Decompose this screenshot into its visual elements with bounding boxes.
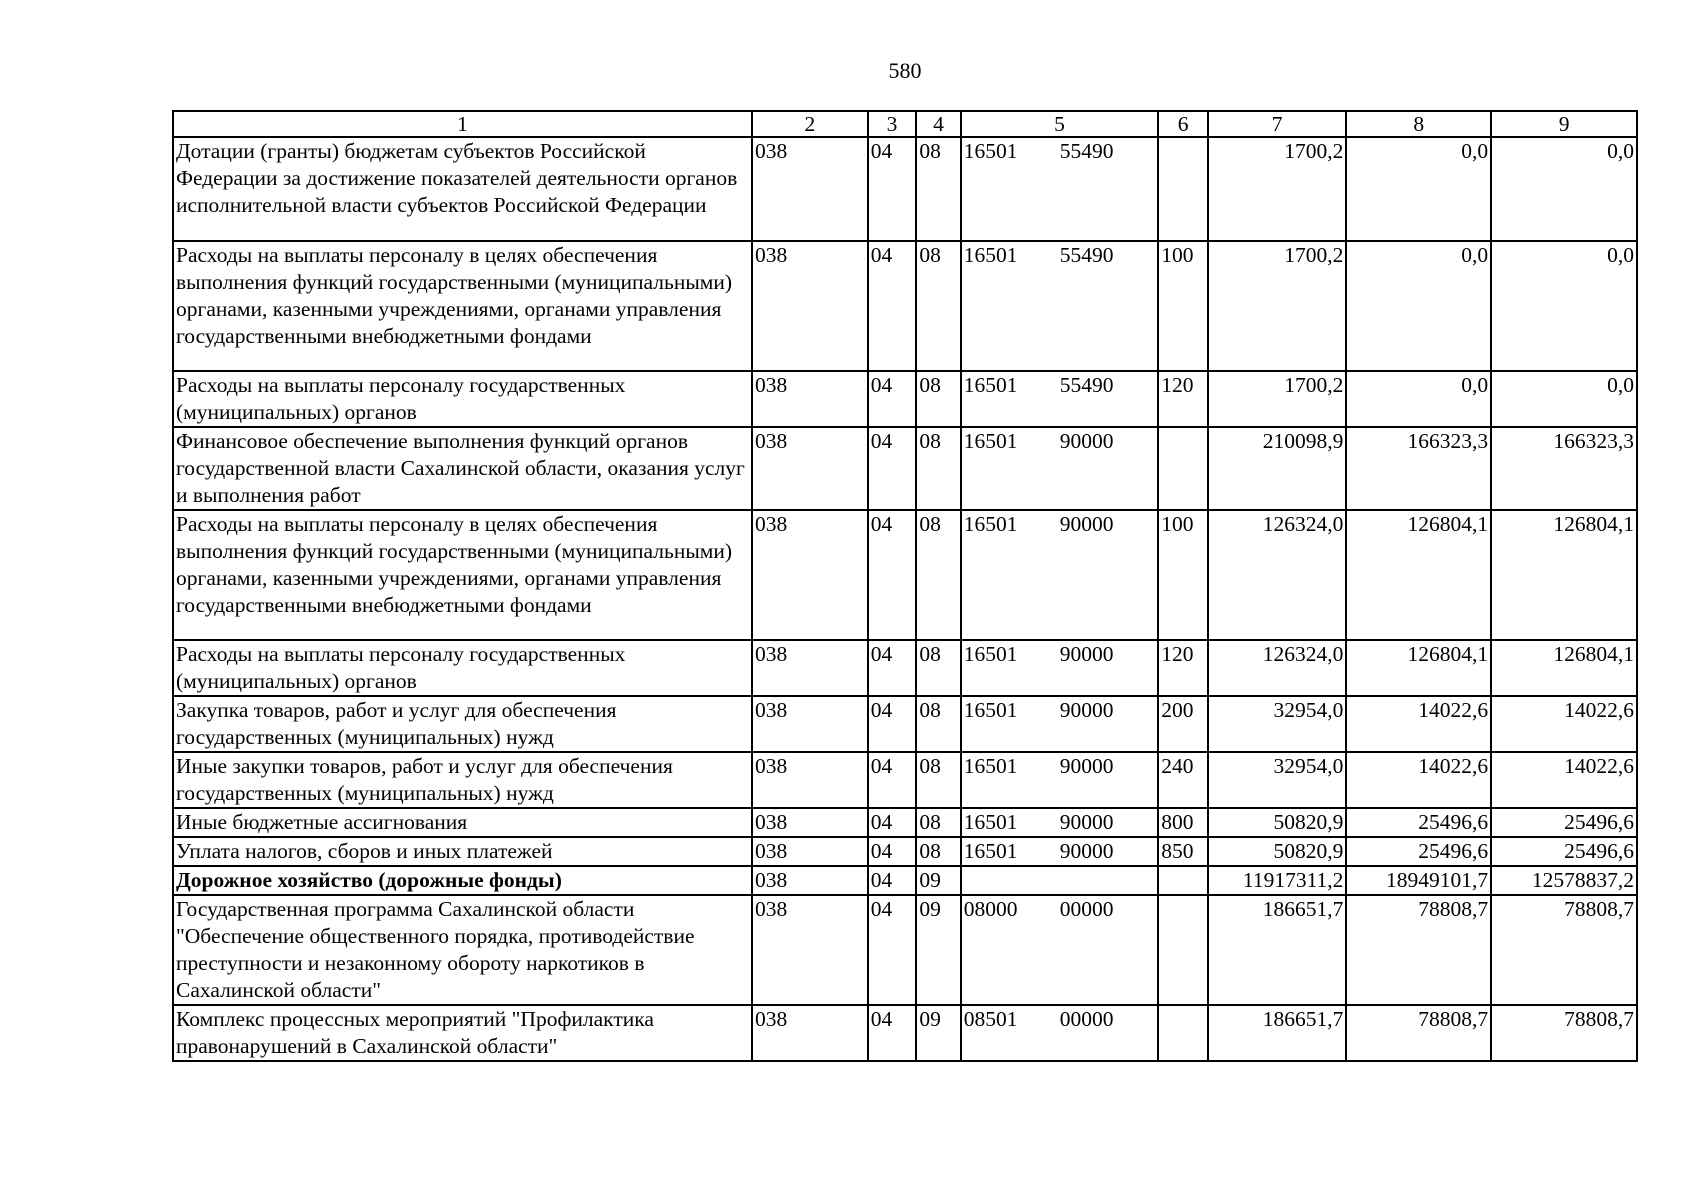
ministry-code-cell: 038 [752, 696, 868, 752]
amount-col9-cell: 126804,1 [1491, 510, 1637, 640]
amount-col9-cell: 78808,7 [1491, 1005, 1637, 1061]
amount-col8-cell: 25496,6 [1346, 837, 1491, 866]
subsection-code-cell: 09 [916, 1005, 960, 1061]
row-name-cell: Государственная программа Сахалинской области "Обеспечение общественного порядка, противодействие преступности и незаконному обороту наркотиков в Сахалинской области" [173, 895, 752, 1005]
amount-col9-cell: 0,0 [1491, 371, 1637, 427]
amount-col8-cell: 25496,6 [1346, 808, 1491, 837]
expense-type-cell [1158, 895, 1208, 1005]
subsection-code-cell: 08 [916, 696, 960, 752]
table-row [173, 137, 1637, 241]
amount-col7-cell: 32954,0 [1208, 696, 1347, 752]
row-name-cell: Иные бюджетные ассигнования [173, 808, 752, 837]
expense-type-cell: 100 [1158, 510, 1208, 640]
amount-col9-cell: 12578837,2 [1491, 866, 1637, 895]
budget-table [172, 110, 1638, 1062]
amount-col9-cell: 166323,3 [1491, 427, 1637, 510]
section-code-cell: 04 [868, 371, 917, 427]
amount-col7-cell: 1700,2 [1208, 241, 1347, 371]
amount-col9-cell: 126804,1 [1491, 640, 1637, 696]
target-article-direction: 00000 [1059, 1007, 1114, 1031]
column-header: 7 [1208, 111, 1347, 137]
amount-col8-cell: 0,0 [1346, 371, 1491, 427]
expense-type-cell: 200 [1158, 696, 1208, 752]
section-code-cell: 04 [868, 427, 917, 510]
target-article-cell [961, 137, 1158, 241]
row-name-cell: Уплата налогов, сборов и иных платежей [173, 837, 752, 866]
ministry-code-cell: 038 [752, 895, 868, 1005]
ministry-code-cell: 038 [752, 241, 868, 371]
section-code-cell: 04 [868, 866, 917, 895]
table-row [173, 510, 1637, 640]
target-article-program: 16501 [963, 139, 1018, 163]
table-row [173, 427, 1637, 510]
target-article-direction: 90000 [1059, 512, 1114, 536]
target-article-program: 16501 [963, 810, 1018, 834]
target-article-direction: 90000 [1059, 698, 1114, 722]
expense-type-cell [1158, 427, 1208, 510]
table-row [173, 837, 1637, 866]
amount-col9-cell: 25496,6 [1491, 808, 1637, 837]
target-article-cell [961, 241, 1158, 371]
expense-type-cell [1158, 137, 1208, 241]
target-article-cell [961, 696, 1158, 752]
expense-type-cell: 120 [1158, 371, 1208, 427]
amount-col8-cell: 14022,6 [1346, 696, 1491, 752]
table-row [173, 371, 1637, 427]
row-name-cell: Расходы на выплаты персоналу государственных (муниципальных) органов [173, 640, 752, 696]
subsection-code-cell: 08 [916, 640, 960, 696]
amount-col7-cell: 11917311,2 [1208, 866, 1347, 895]
amount-col9-cell: 14022,6 [1491, 752, 1637, 808]
column-header: 9 [1491, 111, 1637, 137]
target-article-direction: 55490 [1059, 139, 1114, 163]
amount-col7-cell: 126324,0 [1208, 510, 1347, 640]
target-article-program: 16501 [963, 698, 1018, 722]
expense-type-cell: 240 [1158, 752, 1208, 808]
target-article-cell [961, 427, 1158, 510]
table-row [173, 895, 1637, 1005]
target-article-direction: 90000 [1059, 754, 1114, 778]
amount-col9-cell: 25496,6 [1491, 837, 1637, 866]
row-name-cell: Дотации (гранты) бюджетам субъектов Российской Федерации за достижение показателей деятельности органов исполнительной власти субъектов Российской Федерации [173, 137, 752, 241]
amount-col7-cell: 32954,0 [1208, 752, 1347, 808]
expense-type-cell: 850 [1158, 837, 1208, 866]
target-article-cell [961, 1005, 1158, 1061]
amount-col8-cell: 14022,6 [1346, 752, 1491, 808]
target-article-cell [961, 510, 1158, 640]
table-row [173, 696, 1637, 752]
expense-type-cell: 120 [1158, 640, 1208, 696]
subsection-code-cell: 08 [916, 427, 960, 510]
ministry-code-cell: 038 [752, 371, 868, 427]
amount-col8-cell: 78808,7 [1346, 1005, 1491, 1061]
subsection-code-cell: 08 [916, 808, 960, 837]
section-code-cell: 04 [868, 510, 917, 640]
table-row [173, 808, 1637, 837]
ministry-code-cell: 038 [752, 837, 868, 866]
column-header: 1 [173, 111, 752, 137]
target-article-cell [961, 895, 1158, 1005]
column-header: 6 [1158, 111, 1208, 137]
amount-col8-cell: 126804,1 [1346, 640, 1491, 696]
subsection-code-cell: 08 [916, 241, 960, 371]
target-article-program: 16501 [963, 429, 1018, 453]
target-article-cell [961, 752, 1158, 808]
expense-type-cell: 100 [1158, 241, 1208, 371]
ministry-code-cell: 038 [752, 640, 868, 696]
amount-col8-cell: 166323,3 [1346, 427, 1491, 510]
amount-col7-cell: 126324,0 [1208, 640, 1347, 696]
table-row [173, 752, 1637, 808]
target-article-direction: 90000 [1059, 429, 1114, 453]
section-code-cell: 04 [868, 752, 917, 808]
table-row [173, 241, 1637, 371]
row-name-cell: Комплекс процессных мероприятий "Профилактика правонарушений в Сахалинской области" [173, 1005, 752, 1061]
section-code-cell: 04 [868, 696, 917, 752]
amount-col7-cell: 1700,2 [1208, 371, 1347, 427]
column-header: 4 [916, 111, 960, 137]
column-header: 2 [752, 111, 868, 137]
subsection-code-cell: 08 [916, 752, 960, 808]
amount-col8-cell: 18949101,7 [1346, 866, 1491, 895]
target-article-direction: 90000 [1059, 810, 1114, 834]
target-article-cell [961, 837, 1158, 866]
amount-col7-cell: 1700,2 [1208, 137, 1347, 241]
target-article-cell [961, 371, 1158, 427]
expense-type-cell: 800 [1158, 808, 1208, 837]
row-name-cell: Финансовое обеспечение выполнения функций органов государственной власти Сахалинской области, оказания услуг и выполнения работ [173, 427, 752, 510]
ministry-code-cell: 038 [752, 1005, 868, 1061]
table-row [173, 1005, 1637, 1061]
target-article-direction: 55490 [1059, 373, 1114, 397]
section-code-cell: 04 [868, 808, 917, 837]
subsection-code-cell: 08 [916, 137, 960, 241]
section-code-cell: 04 [868, 137, 917, 241]
amount-col9-cell: 78808,7 [1491, 895, 1637, 1005]
column-header: 5 [961, 111, 1158, 137]
header-row [173, 111, 1637, 137]
amount-col7-cell: 186651,7 [1208, 1005, 1347, 1061]
column-header: 3 [868, 111, 917, 137]
expense-type-cell [1158, 866, 1208, 895]
amount-col8-cell: 0,0 [1346, 241, 1491, 371]
target-article-direction: 00000 [1059, 897, 1114, 921]
subsection-code-cell: 09 [916, 895, 960, 1005]
target-article-program: 16501 [963, 642, 1018, 666]
amount-col7-cell: 186651,7 [1208, 895, 1347, 1005]
amount-col7-cell: 210098,9 [1208, 427, 1347, 510]
section-code-cell: 04 [868, 895, 917, 1005]
target-article-cell [961, 640, 1158, 696]
subsection-code-cell: 08 [916, 510, 960, 640]
subsection-code-cell: 09 [916, 866, 960, 895]
amount-col8-cell: 126804,1 [1346, 510, 1491, 640]
target-article-program: 16501 [963, 243, 1018, 267]
table-row [173, 866, 1637, 895]
section-code-cell: 04 [868, 640, 917, 696]
amount-col8-cell: 78808,7 [1346, 895, 1491, 1005]
column-header: 8 [1346, 111, 1491, 137]
ministry-code-cell: 038 [752, 427, 868, 510]
target-article-direction: 90000 [1059, 839, 1114, 863]
target-article-program: 08000 [963, 897, 1018, 921]
amount-col9-cell: 0,0 [1491, 137, 1637, 241]
ministry-code-cell: 038 [752, 752, 868, 808]
table-row [173, 640, 1637, 696]
target-article-program: 16501 [963, 754, 1018, 778]
ministry-code-cell: 038 [752, 137, 868, 241]
subsection-code-cell: 08 [916, 371, 960, 427]
target-article-program: 16501 [963, 512, 1018, 536]
target-article-program: 16501 [963, 839, 1018, 863]
expense-type-cell [1158, 1005, 1208, 1061]
amount-col9-cell: 0,0 [1491, 241, 1637, 371]
amount-col7-cell: 50820,9 [1208, 837, 1347, 866]
row-name-cell: Иные закупки товаров, работ и услуг для обеспечения государственных (муниципальных) нужд [173, 752, 752, 808]
target-article-program: 08501 [963, 1007, 1018, 1031]
section-code-cell: 04 [868, 1005, 917, 1061]
ministry-code-cell: 038 [752, 510, 868, 640]
row-name-cell: Дорожное хозяйство (дорожные фонды) [173, 866, 752, 895]
target-article-cell [961, 808, 1158, 837]
row-name-cell: Расходы на выплаты персоналу государственных (муниципальных) органов [173, 371, 752, 427]
ministry-code-cell: 038 [752, 808, 868, 837]
row-name-cell: Расходы на выплаты персоналу в целях обеспечения выполнения функций государственными (муниципальными) органами, казенными учреждениями, органами управления государственными внебюджетными фондами [173, 510, 752, 640]
target-article-direction: 90000 [1059, 642, 1114, 666]
target-article-program: 16501 [963, 373, 1018, 397]
amount-col8-cell: 0,0 [1346, 137, 1491, 241]
page-number: 580 [888, 58, 922, 83]
row-name-cell: Расходы на выплаты персоналу в целях обеспечения выполнения функций государственными (муниципальными) органами, казенными учреждениями, органами управления государственными внебюджетными фондами [173, 241, 752, 371]
ministry-code-cell: 038 [752, 866, 868, 895]
amount-col9-cell: 14022,6 [1491, 696, 1637, 752]
section-code-cell: 04 [868, 837, 917, 866]
target-article-direction: 55490 [1059, 243, 1114, 267]
section-code-cell: 04 [868, 241, 917, 371]
subsection-code-cell: 08 [916, 837, 960, 866]
target-article-cell [961, 866, 1158, 895]
row-name-cell: Закупка товаров, работ и услуг для обеспечения государственных (муниципальных) нужд [173, 696, 752, 752]
amount-col7-cell: 50820,9 [1208, 808, 1347, 837]
